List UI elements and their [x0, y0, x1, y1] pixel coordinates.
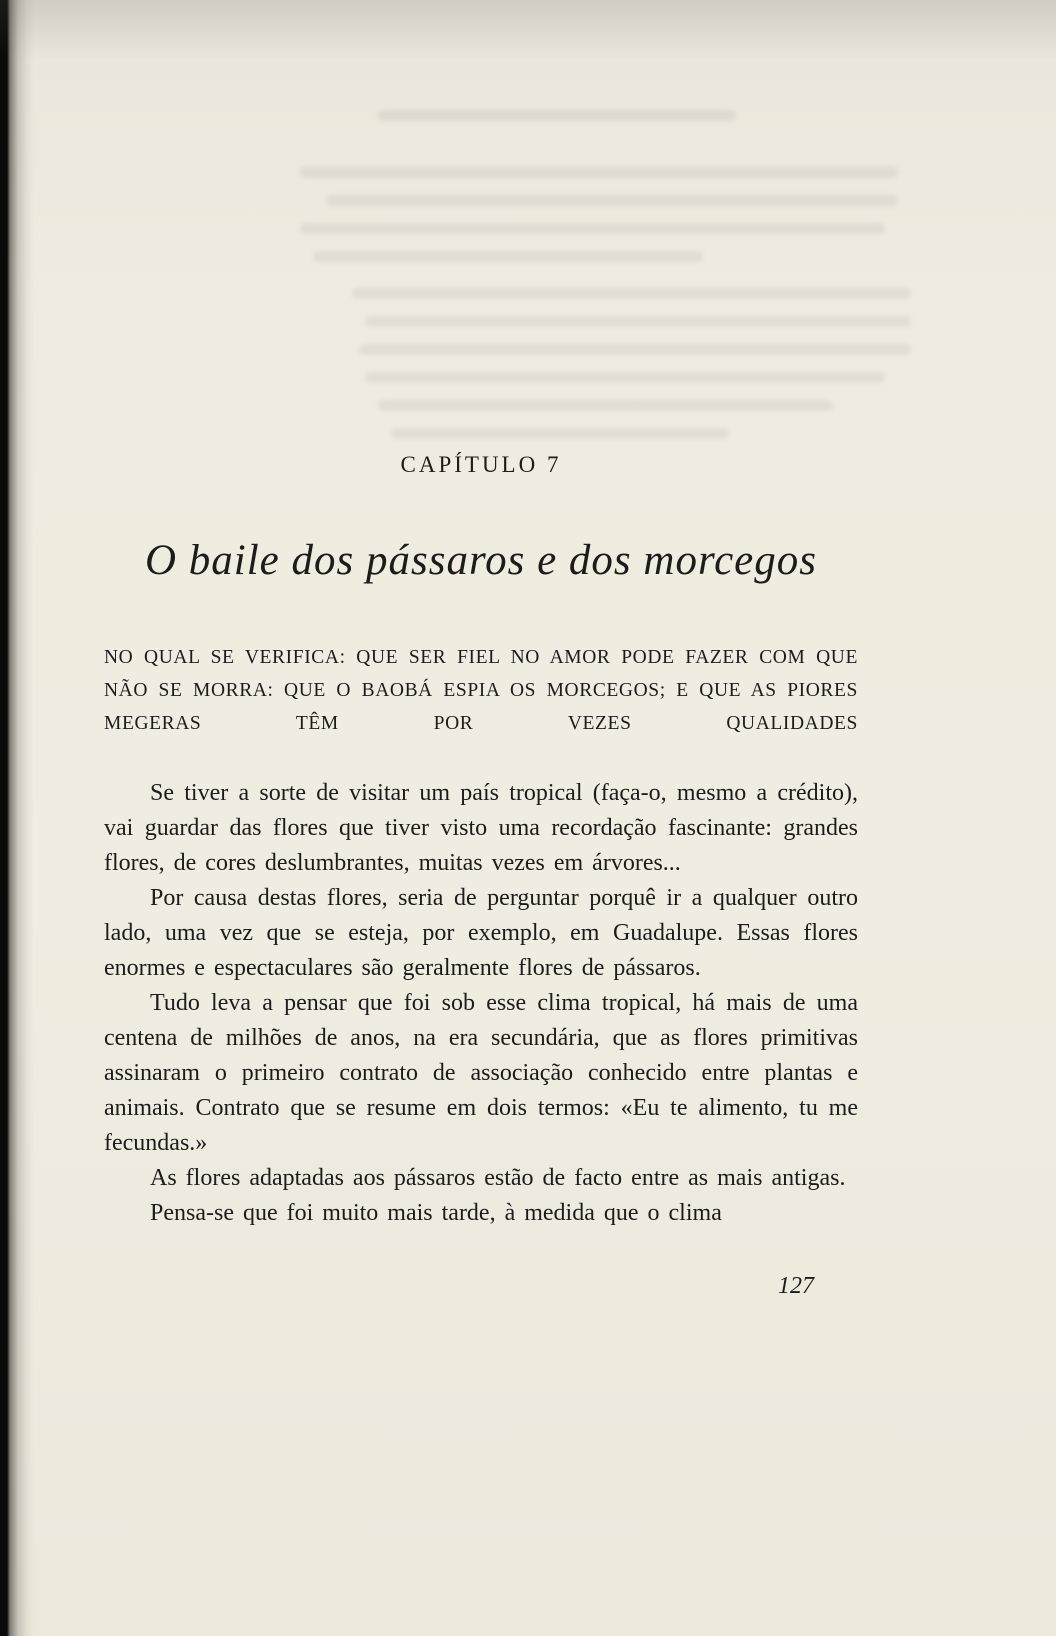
bleed-line: [391, 428, 729, 439]
bleed-line: [300, 223, 885, 234]
bleed-line: [365, 316, 911, 327]
book-binding-shadow: [0, 0, 34, 1636]
page-top-shadow: [0, 0, 1056, 60]
bleed-line: [352, 288, 911, 299]
paragraph: Se tiver a sorte de visitar um país tropical (faça-o, mesmo a crédito), vai guardar das flores que tiver visto uma recordação fascinante: grandes flores, de cores deslumbrantes, muitas vezes em árvores...: [104, 780, 858, 876]
paragraph: Por causa destas flores, seria de perguntar porquê ir a qualquer outro lado, uma vez que se esteja, por exemplo, em Guadalupe. Essas flores enormes e espectaculares são geralmente flores de pássaros.: [104, 885, 858, 981]
bleed-line: [359, 344, 912, 355]
bleed-line: [313, 251, 703, 262]
chapter-title: O baile dos pássaros e dos morcegos: [144, 537, 818, 584]
page-number: 127: [778, 1273, 814, 1299]
bleed-line: [378, 400, 833, 411]
body-text: [104, 776, 858, 1231]
chapter-epigraph: NO QUAL SE VERIFICA: QUE SER FIEL NO AMOR PODE FAZER COM QUE NÃO SE MORRA: QUE O BAOBÁ ESPIA OS MORCEGOS; E QUE AS PIORES MEGERAS TÊM POR VEZES QUALIDADES: [104, 647, 858, 734]
bleed-line: [326, 195, 898, 206]
paragraph: Pensa-se que foi muito mais tarde, à medida que o clima: [150, 1200, 722, 1226]
page-content: [104, 452, 858, 1300]
paragraph: As flores adaptadas aos pássaros estão de facto entre as mais antigas.: [150, 1165, 846, 1191]
paragraph: Tudo leva a pensar que foi sob esse clima tropical, há mais de uma centena de milhões de anos, na era secundária, que as flores primitivas assinaram o primeiro contrato de associação conhecido entre plantas e animais. Contrato que se resume em dois termos: «Eu te alimento, tu me fecundas.»: [104, 990, 858, 1156]
chapter-label: CAPÍTULO 7: [400, 452, 562, 477]
bleed-line: [378, 110, 736, 121]
bleed-line: [300, 167, 898, 178]
bleed-line: [365, 372, 885, 383]
